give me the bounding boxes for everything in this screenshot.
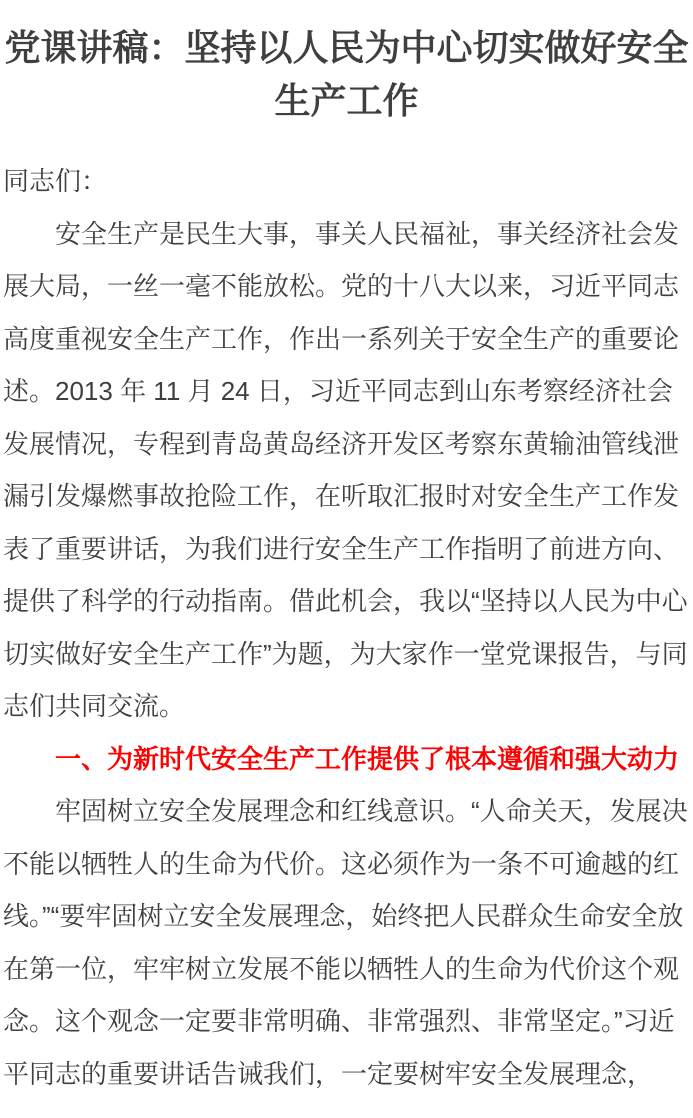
document-body [3,155,690,1100]
salutation: 同志们： [3,166,108,196]
section-heading-1: 一、为新时代安全生产工作提供了根本遵循和强大动力 [55,743,680,774]
document-title: 党课讲稿：坚持以人民为中心切实做好安全生产工作 [4,27,689,121]
document-page [0,21,693,1100]
intro-paragraph: 安全生产是民生大事，事关人民福祉，事关经济社会发展大局，一丝一毫不能放松。党的十八大以来，习近平同志高度重视安全生产工作，作出一系列关于安全生产的重要论述。2013 年 11 月 24 日，习近平同志到山东考察经济社会发展情况，专程到青岛黄岛经济开发区考察东黄输油管线泄漏引发爆燃事故抢险工作，在听取汇报时对安全生产工作发表了重要讲话，为我们进行安全生产工作指明了前进方向、提供了科学的行动指南。借此机会，我以“坚持以人民为中心切实做好安全生产工作”为题，为大家作一堂党课报告，与同志们共同交流。 [3,218,688,721]
section-1-paragraph: 牢固树立安全发展理念和红线意识。“人命关天，发展决不能以牺牲人的生命为代价。这必须作为一条不可逾越的红线。”“要牢固树立安全发展理念，始终把人民群众生命安全放在第一位，牢牢树立发展不能以牺牲人的生命为代价这个观念。这个观念一定要非常明确、非常强烈、非常坚定。”习近平同志的重要讲话告诫我们，一定要树牢安全发展理念， [3,796,688,1089]
